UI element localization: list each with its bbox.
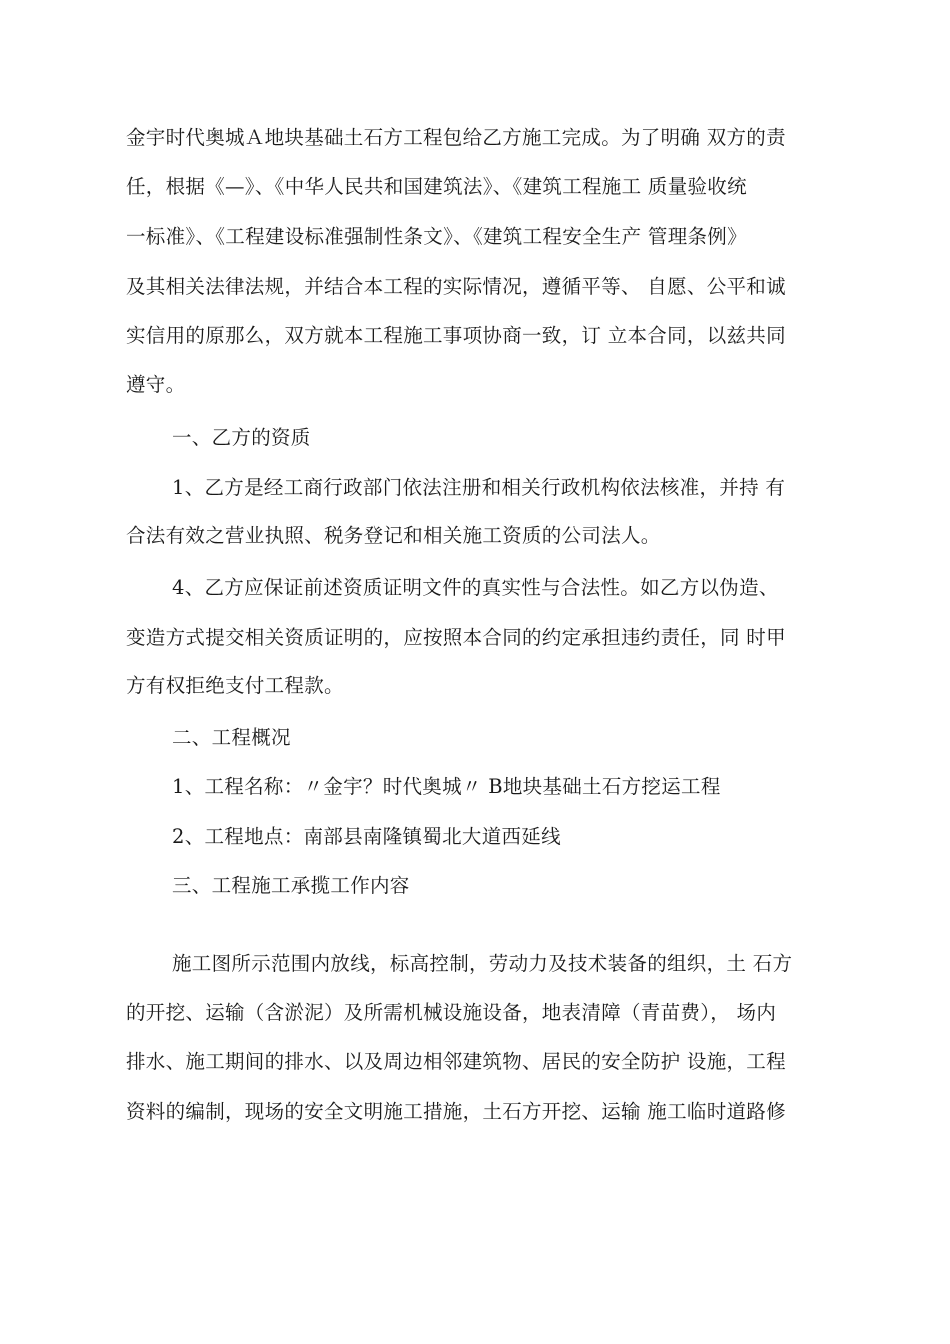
clause-1-1-line-1: 1、乙方是经工商行政部门依法注册和相关行政机构依法核准，并持 有	[172, 476, 786, 499]
intro-line-5: 实信用的原那么，双方就本工程施工事项协商一致，订 立本合同，以兹共同	[126, 324, 786, 347]
scope-line-1: 施工图所示范围内放线，标高控制，劳动力及技术装备的组织，土 石方	[172, 952, 793, 975]
clause-2-1: 1、工程名称：〃金宇？时代奥城〃 B地块基础土石方挖运工程	[172, 775, 721, 798]
clause-2-2: 2、工程地点：南部县南隆镇蜀北大道西延线	[172, 825, 561, 848]
section-2-heading: 二、工程概况	[172, 726, 291, 749]
scope-line-4: 资料的编制，现场的安全文明施工措施，土石方开挖、运输 施工临时道路修	[126, 1100, 786, 1123]
scope-line-3: 排水、施工期间的排水、以及周边相邻建筑物、居民的安全防护 设施，工程	[126, 1050, 786, 1073]
clause-1-4-line-3: 方有权拒绝支付工程款。	[126, 674, 344, 697]
clause-1-1-line-2: 合法有效之营业执照、税务登记和相关施工资质的公司法人。	[126, 524, 661, 547]
intro-line-4: 及其相关法律法规，并结合本工程的实际情况，遵循平等、 自愿、公平和诚	[126, 275, 786, 298]
intro-line-6: 遵守。	[126, 373, 186, 396]
section-3-heading: 三、工程施工承揽工作内容	[172, 874, 410, 897]
clause-1-4-line-1: 4、乙方应保证前述资质证明文件的真实性与合法性。如乙方以伪造、	[172, 576, 779, 599]
intro-line-2: 任，根据《—》、《中华人民共和国建筑法》、《建筑工程施工 质量验收统	[126, 175, 747, 198]
scope-line-2: 的开挖、运输（含淤泥）及所需机械设施设备，地表清障（青苗费）， 场内	[126, 1001, 777, 1024]
clause-1-4-line-2: 变造方式提交相关资质证明的，应按照本合同的约定承担违约责任，同 时甲	[126, 626, 786, 649]
intro-line-3: 一标准》、《工程建设标准强制性条文》、《建筑工程安全生产 管理条例》	[126, 225, 747, 248]
intro-line-1: 金宇时代奥城Ａ地块基础土石方工程包给乙方施工完成。为了明确 双方的责	[126, 126, 786, 149]
section-1-heading: 一、乙方的资质	[172, 426, 311, 449]
